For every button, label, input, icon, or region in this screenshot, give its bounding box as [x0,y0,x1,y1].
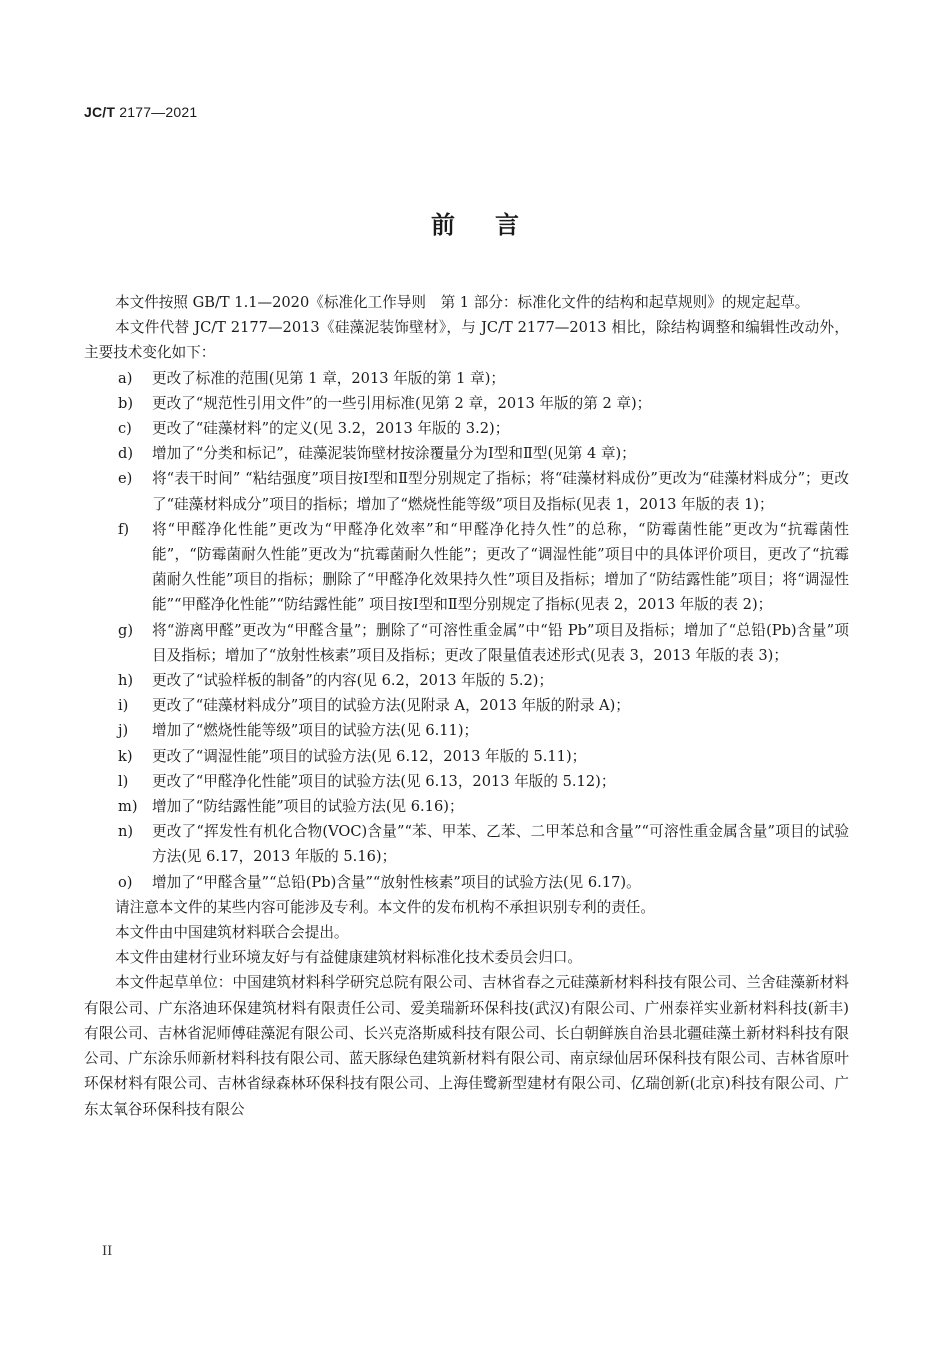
list-item [84,441,849,466]
list-item [84,769,849,794]
list-item [84,416,849,441]
list-item-label: h) [118,672,134,690]
page-number: II [102,1244,113,1259]
list-item [84,618,849,668]
list-item [84,466,849,516]
list-item-label: i) [118,697,129,715]
list-item-label: l) [118,772,129,790]
paragraph-patent-notice: 请注意本文件的某些内容可能涉及专利。本文件的发布机构不承担识别专利的责任。 [115,898,655,916]
list-item-label: m) [118,798,138,816]
list-item-text: 更改了“硅藻材料成分”项目的试验方法(见附录 A，2013 年版的附录 A)； [152,697,630,715]
list-item-label: o) [118,873,133,891]
list-item-text: 将“甲醛净化性能”更改为“甲醛净化效率”和“甲醛净化持久性”的总称，“防霉菌性能”更改为“抗霉菌性能”，“防霉菌耐久性能”更改为“抗霉菌耐久性能”；更改了“调湿性能”项目中的具体评价项目，更改了“抗霉菌耐久性能”项目的指标；删除了“甲醛净化效果持久性”项目及指标；增加了“防结露性能”项目；将“调湿性能”“甲醛净化性能”“防结露性能” 项目按Ⅰ型和Ⅱ型分别规定了指标(见表 2，2013 年版的表 2)； [152,520,849,614]
list-item-text: 增加了“防结露性能”项目的试验方法(见 6.16)； [152,798,464,816]
list-item-label: b) [118,394,134,412]
list-item [84,391,849,416]
list-item [84,794,849,819]
foreword-body [84,290,849,1122]
list-item-label: a) [118,369,133,387]
list-item-text: 更改了“试验样板的制备”的内容(见 6.2，2013 年版的 5.2)； [152,672,554,690]
paragraph-drafting-units: 本文件起草单位：中国建筑材料科学研究总院有限公司、吉林省春之元硅藻新材料科技有限公司、兰舍硅藻新材料有限公司、广东洛迪环保建筑材料有限责任公司、爱美瑞新环保科技(武汉)有限公司、广州泰祥实业新材料科技(新丰)有限公司、吉林省泥师傅硅藻泥有限公司、长兴克洛斯威科技有限公司、长白朝鲜族自治县北疆硅藻土新材料科技有限公司、广东涂乐师新材料科技有限公司、蓝天豚绿色建筑新材料有限公司、南京绿仙居环保科技有限公司、吉林省原叶环保材料有限公司、吉林省绿森林环保科技有限公司、上海佳鹭新型建材有限公司、亿瑞创新(北京)科技有限公司、广东太氧谷环保科技有限公 [84,974,849,1118]
list-item [84,819,849,869]
list-item-label: k) [118,747,133,765]
paragraph-replacement: 本文件代替 JC/T 2177—2013《硅藻泥装饰壁材》，与 JC/T 2177—2013 相比，除结构调整和编辑性改动外，主要技术变化如下： [84,319,849,362]
paragraph-proposer: 本文件由中国建筑材料联合会提出。 [115,924,349,942]
paragraph-drafting-rules: 本文件按照 GB/T 1.1—2020《标准化工作导则 第 1 部分：标准化文件的结构和起草规则》的规定起草。 [115,294,810,311]
list-item [84,693,849,718]
list-item-label: f) [118,520,130,538]
list-item-text: 将“游离甲醛”更改为“甲醛含量”；删除了“可溶性重金属”中“铅 Pb”项目及指标；增加了“总铅(Pb)含量”项目及指标；增加了“放射性核素”项目及指标；更改了限量值表述形式(见表 3，2013 年版的表 3)； [152,621,849,664]
list-item-text: 更改了“调湿性能”项目的试验方法(见 6.12，2013 年版的 5.11)； [152,747,587,765]
list-item [84,668,849,693]
list-item-text: 更改了“规范性引用文件”的一些引用标准(见第 2 章，2013 年版的第 2 章)； [152,394,652,412]
list-item-text: 更改了“甲醛净化性能”项目的试验方法(见 6.13，2013 年版的 5.12)； [152,772,616,790]
paragraph-committee: 本文件由建材行业环境友好与有益健康建筑材料标准化技术委员会归口。 [115,949,583,967]
document-code-number: 2177—2021 [119,104,198,120]
list-item-text: 增加了“燃烧性能等级”项目的试验方法(见 6.11)； [152,722,479,740]
list-item-label: n) [118,823,134,841]
list-item-text: 更改了“挥发性有机化合物(VOC)含量”“苯、甲苯、乙苯、二甲苯总和含量”“可溶性重金属含量”项目的试验方法(见 6.17，2013 年版的 5.16)； [152,823,849,866]
document-code [84,104,197,120]
list-item [84,870,849,895]
list-item-label: c) [118,420,132,438]
list-item [84,744,849,769]
changes-list [84,366,849,895]
list-item-text: 更改了标准的范围(见第 1 章，2013 年版的第 1 章)； [152,369,505,387]
list-item-text: 增加了“甲醛含量”“总铅(Pb)含量”“放射性核素”项目的试验方法(见 6.17)。 [152,873,641,891]
list-item-label: g) [118,621,134,639]
list-item [84,366,849,391]
document-code-prefix: JC/T [84,104,116,120]
section-title: 前言 [431,211,559,239]
list-item-text: 增加了“分类和标记”，硅藻泥装饰壁材按涂覆量分为Ⅰ型和Ⅱ型(见第 4 章)； [152,445,636,463]
list-item-text: 将“表干时间” “粘结强度”项目按Ⅰ型和Ⅱ型分别规定了指标；将“硅藻材料成份”更改为“硅藻材料成分”；更改了“硅藻材料成分”项目的指标；增加了“燃烧性能等级”项目及指标(见表 1，2013 年版的表 1)； [152,470,849,513]
list-item-label: e) [118,470,133,488]
list-item [84,517,849,618]
list-item-text: 更改了“硅藻材料”的定义(见 3.2，2013 年版的 3.2)； [152,420,510,438]
list-item [84,718,849,743]
list-item-label: j) [118,722,129,740]
list-item-label: d) [118,445,134,463]
